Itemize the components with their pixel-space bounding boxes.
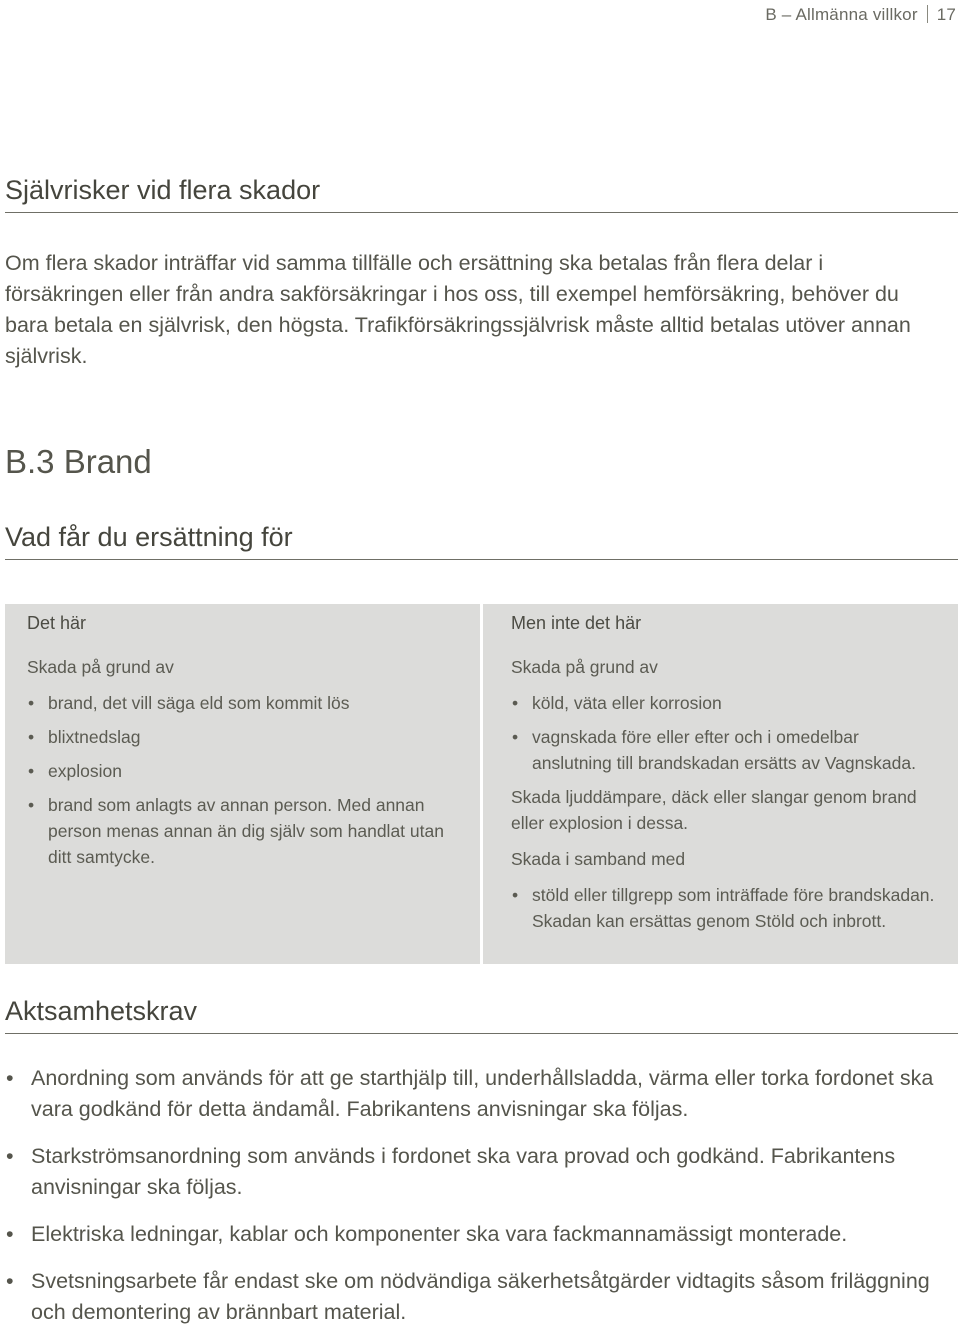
bullet-icon: • <box>6 1066 14 1090</box>
covered-intro: Skada på grund av <box>27 657 174 677</box>
excluded-list <box>511 690 940 776</box>
bullet-icon: • <box>28 727 35 747</box>
list-item: • brand som anlagts av annan person. Med annan person menas annan än dig själv som handlat utan ditt samtycke. <box>27 792 462 870</box>
covered-heading: Det här <box>27 613 87 633</box>
bullet-icon: • <box>512 727 519 747</box>
list-item: • Anordning som används för att ge starthjälp till, underhållsladda, värma eller torka fordonet ska vara godkänd för detta ändamål. Fabrikantens anvisningar ska följas. <box>5 1063 960 1125</box>
self-risk-paragraph: Om flera skador inträffar vid samma tillfälle och ersättning ska betalas från flera delar i försäkringen eller från andra sakförsäkringar i hos oss, till exempel hemförsäkring, behöver du bara betala en självrisk, den högsta. Trafikförsäkringssjälvrisk måste alltid betalas utöver annan självrisk. <box>5 251 911 368</box>
coverage-table <box>5 604 958 964</box>
bullet-icon: • <box>28 795 35 815</box>
header-section-label: B – Allmänna villkor <box>765 5 918 24</box>
excluded-list-2 <box>511 882 940 934</box>
bullet-icon: • <box>512 885 519 905</box>
self-risk-heading: Självrisker vid flera skador <box>5 175 958 213</box>
bullet-icon: • <box>6 1222 14 1246</box>
care-list <box>5 1063 960 1344</box>
bullet-icon: • <box>6 1144 14 1168</box>
list-item: • köld, väta eller korrosion <box>511 690 940 716</box>
excluded-column <box>483 604 958 964</box>
page-header <box>765 5 956 25</box>
excluded-intro: Skada på grund av <box>511 657 658 677</box>
excluded-intro-2: Skada i samband med <box>511 849 686 869</box>
covered-column <box>5 604 480 964</box>
coverage-heading: Vad får du ersättning för <box>5 522 958 560</box>
bullet-icon: • <box>28 693 35 713</box>
bullet-icon: • <box>6 1269 14 1293</box>
care-heading: Aktsamhetskrav <box>5 996 958 1034</box>
list-item: • vagnskada före eller efter och i omedelbar anslutning till brandskadan ersätts av Vagnskada. <box>511 724 940 776</box>
list-item: • Svetsningsarbete får endast ske om nödvändiga säkerhetsåtgärder vidtagits såsom friläggning och demontering av brännbart material. <box>5 1266 960 1328</box>
list-item: • blixtnedslag <box>27 724 462 750</box>
section-title: B.3 Brand <box>5 443 152 480</box>
excluded-note: Skada ljuddämpare, däck eller slangar genom brand eller explosion i dessa. <box>511 787 917 833</box>
list-item: • explosion <box>27 758 462 784</box>
list-item: • stöld eller tillgrepp som inträffade före brandskadan. Skadan kan ersättas genom Stöld och inbrott. <box>511 882 940 934</box>
bullet-icon: • <box>28 761 35 781</box>
page-number: 17 <box>936 5 956 24</box>
list-item: • brand, det vill säga eld som kommit lös <box>27 690 462 716</box>
list-item: • Starkströmsanordning som används i fordonet ska vara provad och godkänd. Fabrikantens anvisningar ska följas. <box>5 1141 960 1203</box>
covered-list <box>27 690 462 870</box>
header-divider <box>927 5 928 23</box>
bullet-icon: • <box>512 693 519 713</box>
excluded-heading: Men inte det här <box>511 613 642 633</box>
list-item: • Elektriska ledningar, kablar och komponenter ska vara fackmannamässigt monterade. <box>5 1219 960 1250</box>
